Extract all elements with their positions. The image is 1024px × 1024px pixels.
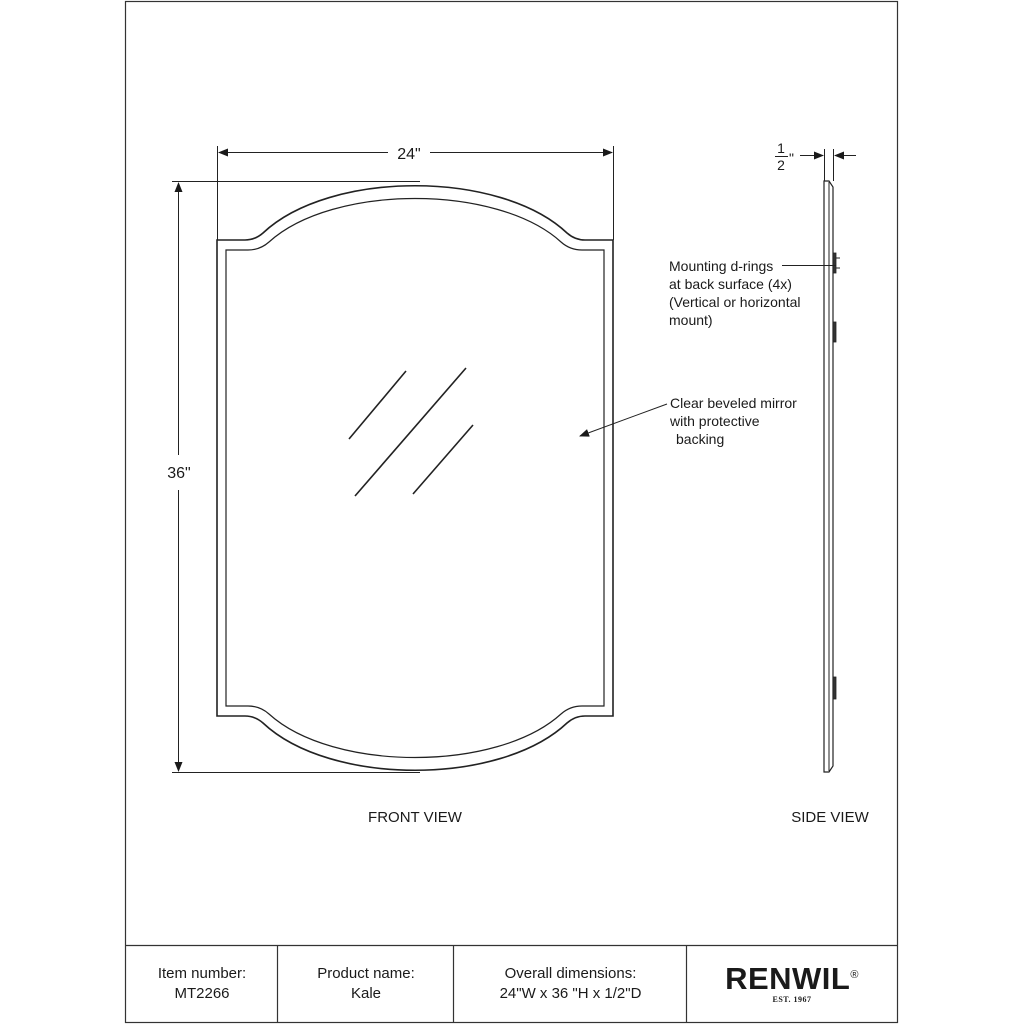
height-dimension [172,182,420,773]
reflection-lines [349,368,473,496]
d-ring-callout-line-3: (Vertical or horizontal [669,294,801,310]
front-view-label: FRONT VIEW [368,809,462,826]
d-ring-callout [669,258,801,328]
product-name-cell [279,946,453,1022]
mirror-callout-line-3: backing [676,431,725,447]
item-number-cell [127,946,277,1022]
brand-logo-cell [688,946,896,1022]
brand-name: RENWIL [725,961,851,996]
d-ring-callout-line-2: at back surface (4x) [669,276,792,292]
d-ring-1 [833,253,836,273]
mirror-side-view [824,181,840,772]
height-label: 36" [167,465,191,482]
item-number-value: MT2266 [174,985,230,1002]
d-ring-2 [833,322,836,342]
width-label: 24" [397,146,421,163]
product-name-value: Kale [350,985,382,1002]
d-ring-callout-line-4: mount) [669,312,713,328]
d-ring-3 [833,677,836,699]
overall-dimensions-value: 24"W x 36 "H x 1/2"D [499,985,642,1002]
item-number-label: Item number: [157,965,247,982]
mirror-outer-outline [217,186,613,771]
registered-mark: ® [850,969,859,981]
brand-established: EST. 1967 [772,995,812,1004]
side-view-label: SIDE VIEW [791,809,869,826]
mirror-front-view [217,186,613,771]
depth-denominator: 2 [777,157,785,173]
mirror-callout-line-1: Clear beveled mirror [670,395,797,411]
brand-logo [725,963,859,995]
mirror-callout [669,395,797,447]
product-name-label: Product name: [317,965,415,982]
overall-dimensions-cell [455,946,686,1022]
d-ring-callout-line-1: Mounting d-rings [669,258,774,274]
mirror-callout-line-2: with protective [670,413,760,429]
depth-unit: " [789,150,794,166]
mirror-inner-bevel [226,199,604,758]
mirror-leader [580,404,667,436]
depth-dimension [800,149,856,181]
depth-numerator: 1 [777,140,785,156]
overall-dimensions-label: Overall dimensions: [504,965,637,982]
